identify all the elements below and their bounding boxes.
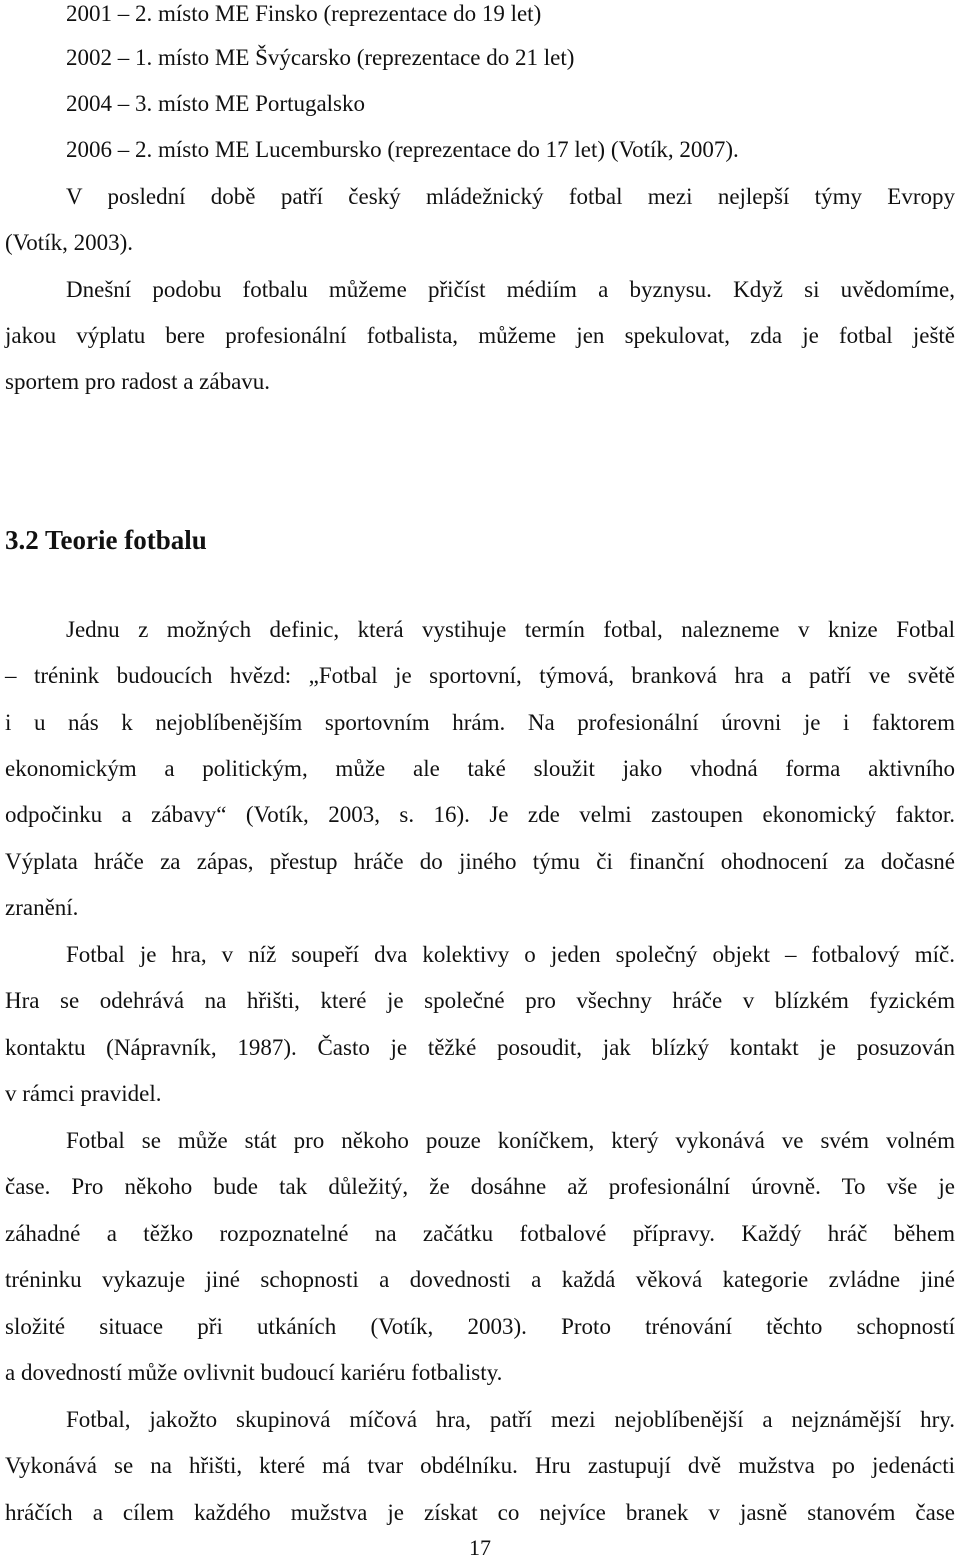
paragraph-line: Jednu z možných definic, která vystihuje termín fotbal, nalezneme v knize Fotbal (66, 617, 955, 642)
paragraph-line: kontaktu (Nápravník, 1987). Často je těžké posoudit, jak blízký kontakt je posuzován (5, 1035, 955, 1060)
page-number: 17 (469, 1535, 491, 1560)
paragraph-line: V poslední době patří český mládežnický fotbal mezi nejlepší týmy Evropy (66, 184, 955, 209)
paragraph-line: záhadné a těžko rozpoznatelné na začátku fotbalové přípravy. Každý hráč během (5, 1221, 955, 1246)
section-heading: 3.2 Teorie fotbalu (5, 525, 207, 555)
paragraph-line: tréninku vykazuje jiné schopnosti a dovednosti a každá věková kategorie zvládne jiné (5, 1267, 955, 1292)
paragraph-line: (Votík, 2003). (5, 230, 133, 255)
paragraph-line: jakou výplatu bere profesionální fotbalista, můžeme jen spekulovat, zda je fotbal ještě (5, 323, 955, 348)
paragraph-line: v rámci pravidel. (5, 1081, 162, 1106)
paragraph-line: sportem pro radost a zábavu. (5, 369, 271, 394)
result-line: 2001 – 2. místo ME Finsko (reprezentace do 19 let) (66, 1, 542, 26)
paragraph-line: zranění. (5, 895, 79, 920)
paragraph-line: hráčích a cílem každého mužstva je získat co nejvíce branek v jasně stanovém čase (5, 1500, 955, 1525)
paragraph-line: a dovedností může ovlivnit budoucí kariéru fotbalisty. (5, 1360, 503, 1385)
paragraph-line: Výplata hráče za zápas, přestup hráče do jiného týmu či finanční ohodnocení za dočasné (5, 849, 955, 874)
paragraph-line: čase. Pro někoho bude tak důležitý, že dosáhne až profesionální úrovně. To vše je (5, 1174, 955, 1199)
paragraph-line: Dnešní podobu fotbalu můžeme přičíst médiím a byznysu. Když si uvědomíme, (66, 277, 955, 302)
paragraph-line: odpočinku a zábavy“ (Votík, 2003, s. 16). Je zde velmi zastoupen ekonomický faktor. (5, 802, 955, 827)
paragraph-line: složité situace při utkáních (Votík, 2003). Proto trénování těchto schopností (5, 1314, 955, 1339)
paragraph-line: – trénink budoucích hvězd: „Fotbal je sportovní, týmová, branková hra a patří ve světě (5, 663, 955, 688)
paragraph-line: Fotbal je hra, v níž soupeří dva kolektivy o jeden společný objekt – fotbalový míč. (66, 942, 955, 967)
paragraph-line: i u nás k nejoblíbenějším sportovním hrám. Na profesionální úrovni je i faktorem (5, 710, 955, 735)
result-line: 2006 – 2. místo ME Lucembursko (reprezentace do 17 let) (Votík, 2007). (66, 137, 739, 162)
paragraph-line: ekonomickým a politickým, může ale také sloužit jako vhodná forma aktivního (5, 756, 955, 781)
result-line: 2004 – 3. místo ME Portugalsko (66, 91, 366, 116)
result-line: 2002 – 1. místo ME Švýcarsko (reprezentace do 21 let) (66, 45, 575, 70)
paragraph-line: Vykonává se na hřišti, které má tvar obdélníku. Hru zastupují dvě mužstva po jedenácti (5, 1453, 955, 1478)
paragraph-line: Fotbal se může stát pro někoho pouze koníčkem, který vykonává ve svém volném (66, 1128, 955, 1153)
paragraph-line: Fotbal, jakožto skupinová míčová hra, patří mezi nejoblíbenější a nejznámější hry. (66, 1407, 955, 1432)
paragraph-line: Hra se odehrává na hřišti, které je společné pro všechny hráče v blízkém fyzickém (5, 988, 955, 1013)
